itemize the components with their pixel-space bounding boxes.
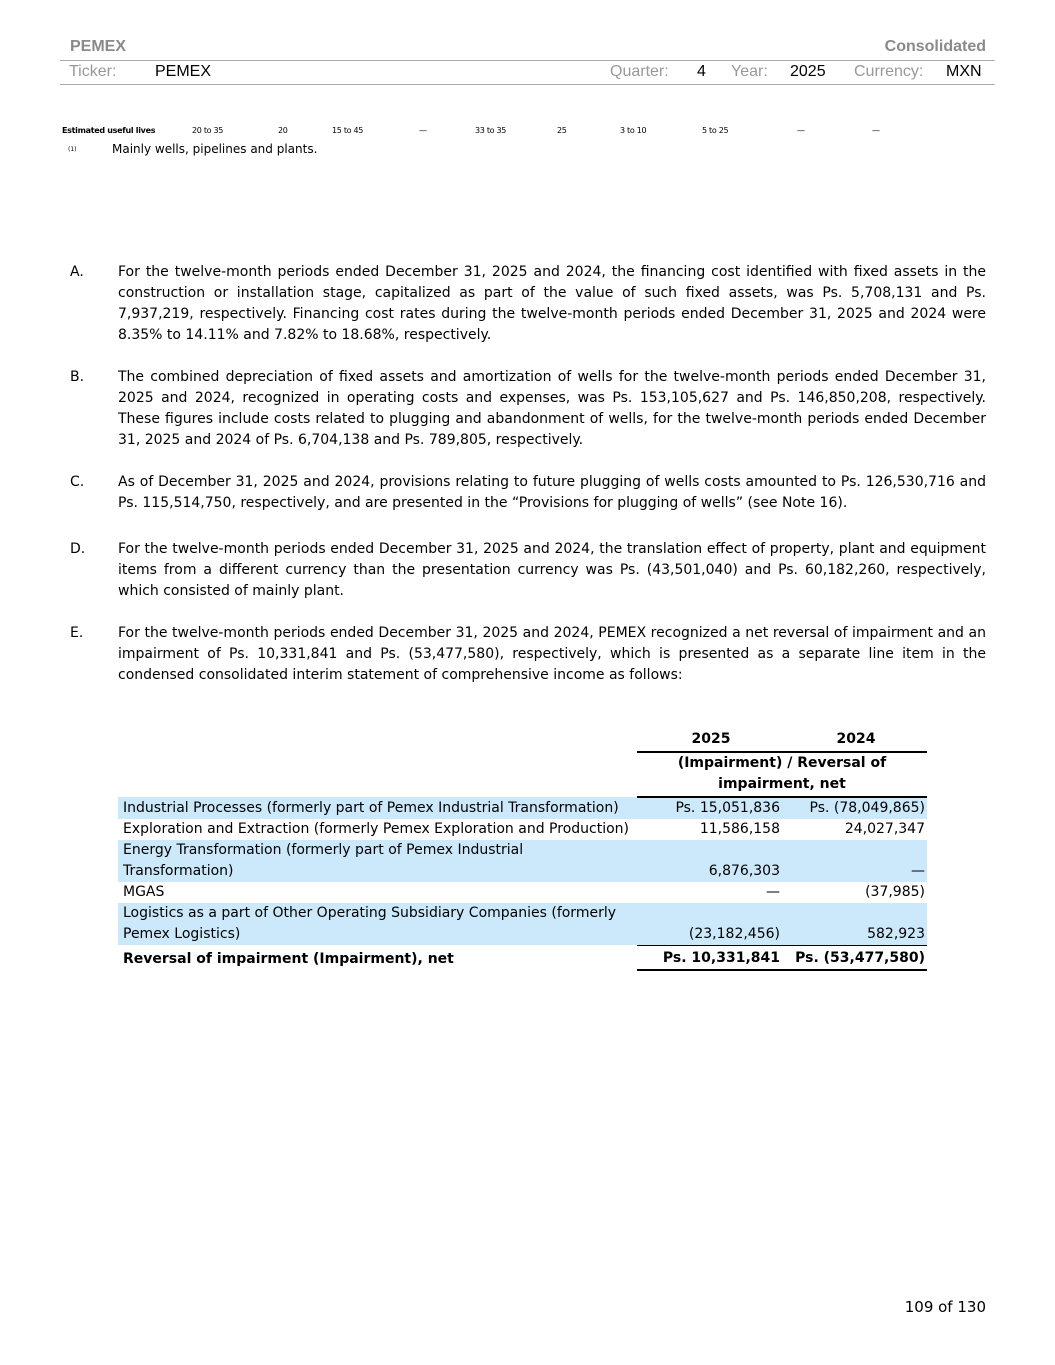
row-label: MGAS	[123, 884, 165, 900]
footnote-text: Mainly wells, pipelines and plants.	[112, 142, 318, 156]
useful-life-value: 15 to 45	[332, 126, 364, 135]
paragraph-text: For the twelve-month periods ended December 31, 2025 and 2024, the financing cost identified with fixed assets in the construction or installation stage, capitalized as part of the value of such fixed assets, was Ps. 5,708,131 and Ps. 7,937,219, respectively. Financing cost rates during the twelve-month periods ended December 31, 2025 and 2024 were 8.35% to 14.11% and 7.82% to 18.68%, respectively.	[118, 264, 986, 343]
paragraph-text: As of December 31, 2025 and 2024, provisions relating to future plugging of wells costs amounted to Ps. 126,530,716 and Ps. 115,514,750, respectively, and are presented in the “Provisions for plugging of wells” (see Note 16).	[118, 474, 986, 511]
useful-lives-label: Estimated useful lives	[62, 126, 156, 135]
scope-label: Consolidated	[884, 38, 986, 55]
value-2025: 6,876,303	[637, 840, 782, 882]
note-paragraph-d	[70, 539, 986, 602]
note-paragraph-a	[70, 262, 986, 346]
quarter-value: 4	[697, 63, 706, 80]
ticker-label: Ticker:	[69, 63, 117, 80]
useful-life-value: —	[797, 126, 805, 135]
table-subheader-row	[118, 752, 927, 797]
value-2024: 24,027,347	[844, 821, 925, 837]
useful-life-value: 5 to 25	[702, 126, 729, 135]
value-2024: —	[782, 840, 927, 882]
useful-life-value: 3 to 10	[620, 126, 647, 135]
total-2024: Ps. (53,477,580)	[782, 945, 927, 970]
paragraph-letter: C.	[70, 474, 85, 490]
useful-life-value: 25	[557, 126, 567, 135]
row-label: Exploration and Extraction (formerly Pemex Exploration and Production)	[123, 821, 629, 837]
useful-life-value: 33 to 35	[475, 126, 507, 135]
paragraph-text: For the twelve-month periods ended December 31, 2025 and 2024, PEMEX recognized a net reversal of impairment and an impairment of Ps. 10,331,841 and Ps. (53,477,580), respectively, which is presented as a separate line item in the condensed consolidated interim statement of comprehensive income as follows:	[118, 625, 986, 683]
note-paragraph-c	[70, 472, 986, 514]
year-label: Year:	[731, 63, 768, 80]
column-header-2025: 2025	[637, 729, 782, 752]
row-label: Logistics as a part of Other Operating Subsidiary Companies (formerly Pemex Logistics)	[118, 903, 637, 945]
impairment-table	[118, 729, 927, 971]
table-total-row	[118, 945, 927, 970]
table-row	[118, 882, 927, 903]
company-name: PEMEX	[70, 38, 127, 55]
value-2024: (37,985)	[865, 884, 925, 900]
report-header	[60, 37, 995, 61]
row-label: Industrial Processes (formerly part of Pemex Industrial Transformation)	[118, 797, 637, 819]
ticker-value: PEMEX	[155, 63, 212, 80]
table-row	[118, 819, 927, 840]
year-value: 2025	[790, 63, 826, 80]
value-2024: Ps. (78,049,865)	[782, 797, 927, 819]
useful-life-value: —	[419, 126, 427, 135]
value-2024: 582,923	[782, 903, 927, 945]
note-paragraph-e	[70, 623, 986, 686]
table-row	[118, 797, 927, 819]
currency-label: Currency:	[854, 63, 924, 80]
table-row	[118, 903, 927, 945]
paragraph-letter: D.	[70, 541, 86, 557]
footnote-mark: (1)	[68, 146, 77, 153]
column-header-2024: 2024	[782, 729, 927, 752]
value-2025: Ps. 15,051,836	[637, 797, 782, 819]
paragraph-letter: A.	[70, 264, 84, 280]
paragraph-text: For the twelve-month periods ended December 31, 2025 and 2024, the translation effect of property, plant and equipment items from a different currency than the presentation currency was Ps. (43,501,040) and Ps. 60,182,260, respectively, which consisted of mainly plant.	[118, 541, 986, 599]
useful-life-value: 20 to 35	[192, 126, 224, 135]
row-label: Energy Transformation (formerly part of Pemex Industrial Transformation)	[118, 840, 637, 882]
table-row	[118, 840, 927, 882]
table-header-row	[118, 729, 927, 752]
useful-life-value: —	[872, 126, 880, 135]
page-number: 109 of 130	[904, 1298, 986, 1316]
paragraph-text: The combined depreciation of fixed assets and amortization of wells for the twelve-month periods ended December 31, 2025 and 2024, recognized in operating costs and expenses, was Ps. 153,105,627 and Ps. 146,850,208, respectively. These figures include costs related to plugging and abandonment of wells, for the twelve-month periods ended December 31, 2025 and 2024 of Ps. 6,704,138 and Ps. 789,805, respectively.	[118, 369, 986, 448]
total-label: Reversal of impairment (Impairment), net	[123, 950, 454, 967]
paragraph-letter: B.	[70, 369, 85, 385]
value-2025: 11,586,158	[699, 821, 780, 837]
total-2025: Ps. 10,331,841	[637, 945, 782, 970]
value-2025: —	[766, 884, 780, 900]
column-subheader: (Impairment) / Reversal of impairment, net	[637, 752, 927, 797]
currency-value: MXN	[946, 63, 982, 80]
note-paragraph-b	[70, 367, 986, 451]
paragraph-letter: E.	[70, 625, 84, 641]
quarter-label: Quarter:	[610, 63, 669, 80]
useful-life-value: 20	[278, 126, 288, 135]
report-info-bar	[60, 61, 995, 85]
value-2025: (23,182,456)	[637, 903, 782, 945]
